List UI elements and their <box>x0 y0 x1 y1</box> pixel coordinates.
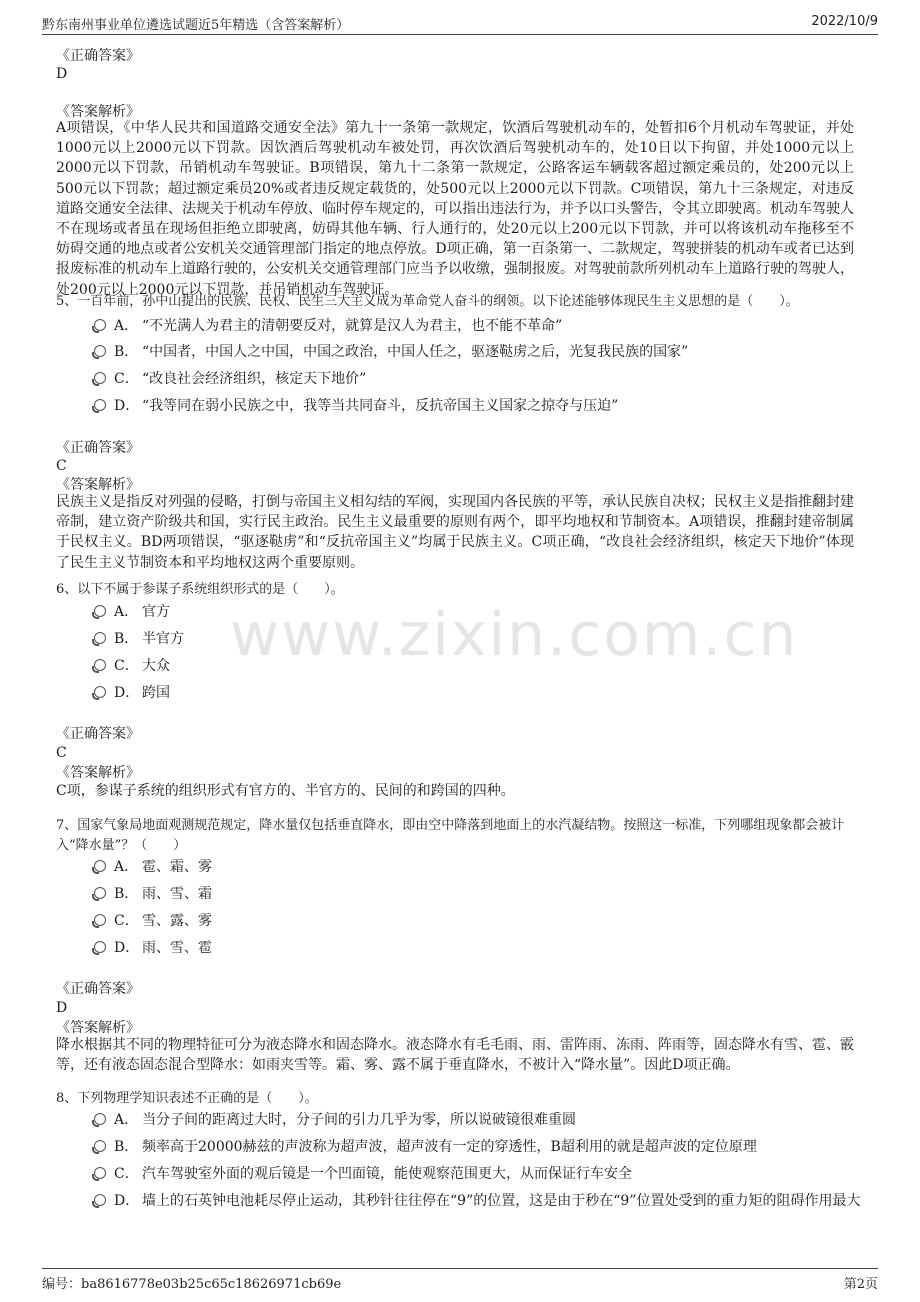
option-c[interactable]: C． 雪、露、雾 <box>94 911 884 932</box>
answer-label: 《正确答案》 <box>56 726 140 742</box>
answer-label: 《正确答案》 <box>56 981 140 997</box>
radio-icon[interactable] <box>94 605 106 617</box>
option-d[interactable]: D． “我等同在弱小民族之中，我等当共同奋斗，反抗帝国主义国家之掠夺与压迫” <box>94 396 884 417</box>
answer-value: C <box>56 458 67 474</box>
question-7: 7、国家气象局地面观测规范规定，降水量仅包括垂直降水，即由空中降落到地面上的水汽凝结物。按照这一标准，下列哪组现象都会被计入“降水量”？（ ） <box>56 818 845 853</box>
analysis-label: 《答案解析》 <box>56 477 140 493</box>
radio-icon[interactable] <box>94 399 106 411</box>
answer-value: D <box>56 66 68 82</box>
option-a[interactable]: A． “不光满人为君主的清朝要反对，就算是汉人为君主，也不能不革命” <box>94 316 884 337</box>
option-d[interactable]: D． 墙上的石英钟电池耗尽停止运动，其秒针往往停在“9”的位置，这是由于秒在“9”位置处受到的重力矩的阻碍作用最大 <box>94 1191 884 1212</box>
analysis-label: 《答案解析》 <box>56 1020 140 1036</box>
radio-icon[interactable] <box>94 319 106 331</box>
watermark: www.zixin.com.cn <box>230 600 799 670</box>
page-header <box>42 12 878 35</box>
question-6: 6、以下不属于参谋子系统组织形式的是（ ）。 <box>56 582 344 597</box>
option-a[interactable]: A． 官方 <box>94 602 884 623</box>
document-code: 编号：ba8616778e03b25c65c18626971cb69e <box>42 1277 342 1292</box>
page-number: 第2页 <box>843 1277 878 1292</box>
question-5: 5、一百年前，孙中山提出的民族、民权、民生三大主义成为革命党人奋斗的纲领。以下论述能够体现民生主义思想的是（ ）。 <box>56 294 799 309</box>
answer-value: C <box>56 745 67 761</box>
question-8: 8、下列物理学知识表述不正确的是（ ）。 <box>56 1091 318 1106</box>
radio-icon[interactable] <box>94 914 106 926</box>
page-footer <box>42 1268 878 1291</box>
option-b[interactable]: B． 频率高于20000赫兹的声波称为超声波，超声波有一定的穿透性，B超利用的就是超声波的定位原理 <box>94 1137 884 1158</box>
answer-value: D <box>56 1000 68 1016</box>
option-a[interactable]: A． 当分子间的距离过大时，分子间的引力几乎为零，所以说破镜很难重圆 <box>94 1110 884 1131</box>
option-b[interactable]: B． 雨、雪、霜 <box>94 884 884 905</box>
option-d[interactable]: D． 跨国 <box>94 683 884 704</box>
radio-icon[interactable] <box>94 860 106 872</box>
analysis-text: 民族主义是指反对列强的侵略，打倒与帝国主义相勾结的军阀，实现国内各民族的平等，承认民族自决权；民权主义是指推翻封建帝制，建立资产阶级共和国，实行民主政治。民生主义最重要的原则有两个，即平均地权和节制资本。A项错误，推翻封建帝制属于民权主义。BD两项错误，“驱逐鞑虏”和“反抗帝国主义”均属于民族主义。C项正确，“改良社会经济组织，核定天下地价”体现了民生主义节制资本和平均地权这两个重要原则。 <box>56 494 854 571</box>
radio-icon[interactable] <box>94 372 106 384</box>
answer-label: 《正确答案》 <box>56 440 140 456</box>
analysis-text: 降水根据其不同的物理特征可分为液态降水和固态降水。液态降水有毛毛雨、雨、雷阵雨、冻雨、阵雨等，固态降水有雪、雹、霰等，还有液态固态混合型降水：如雨夹雪等。霜、雾、露不属于垂直降水，不被计入“降水量”。因此D项正确。 <box>56 1037 854 1074</box>
option-c[interactable]: C． “改良社会经济组织，核定天下地价” <box>94 369 884 390</box>
option-b[interactable]: B． “中国者，中国人之中国，中国之政治，中国人任之，驱逐鞑虏之后，光复我民族的国家” <box>94 342 884 363</box>
radio-icon[interactable] <box>94 632 106 644</box>
radio-icon[interactable] <box>94 1194 106 1206</box>
radio-icon[interactable] <box>94 1113 106 1125</box>
option-c[interactable]: C． 大众 <box>94 656 884 677</box>
radio-icon[interactable] <box>94 1140 106 1152</box>
document-title: 黔东南州事业单位遴选试题近5年精选（含答案解析） <box>42 18 350 33</box>
radio-icon[interactable] <box>94 1167 106 1179</box>
radio-icon[interactable] <box>94 887 106 899</box>
analysis-text: A项错误，《中华人民共和国道路交通安全法》第九十一条第一款规定，饮酒后驾驶机动车的，处暂扣6个月机动车驾驶证，并处1000元以上2000元以下罚款。因饮酒后驾驶机动车被处罚，再次饮酒后驾驶机动车的，处10日以下拘留，并处1000元以上2000元以下罚款，吊销机动车驾驶证。B项错误，第九十二条第一款规定，公路客运车辆载客超过额定乘员的，处200元以上500元以下罚款；超过额定乘员20%或者违反规定载货的，处500元以上2000元以下罚款。C项错误，第九十三条规定，对违反道路交通安全法律、法规关于机动车停放、临时停车规定的，可以指出违法行为，并予以口头警告，令其立即驶离。机动车驾驶人不在现场或者虽在现场但拒绝立即驶离，妨碍其他车辆、行人通行的，处20元以上200元以下罚款，并可以将该机动车拖移至不妨碍交通的地点或者公安机关交通管理部门指定的地点停放。D项正确，第一百条第一、二款规定，驾驶拼装的机动车或者已达到报废标准的机动车上道路行驶的，公安机关交通管理部门应当予以收缴，强制报废。对驾驶前款所列机动车上道路行驶的驾驶人，处200元以上2000元以下罚款，并吊销机动车驾驶证。 <box>56 120 854 298</box>
option-c[interactable]: C． 汽车驾驶室外面的观后镜是一个凹面镜，能使观察范围更大，从而保证行车安全 <box>94 1164 884 1185</box>
option-d[interactable]: D． 雨、雪、雹 <box>94 938 884 959</box>
radio-icon[interactable] <box>94 941 106 953</box>
document-date: 2022/10/9 <box>811 14 878 29</box>
radio-icon[interactable] <box>94 345 106 357</box>
analysis-label: 《答案解析》 <box>56 765 140 781</box>
answer-label: 《正确答案》 <box>56 48 140 64</box>
option-b[interactable]: B． 半官方 <box>94 629 884 650</box>
radio-icon[interactable] <box>94 659 106 671</box>
analysis-text: C项，参谋子系统的组织形式有官方的、半官方的、民间的和跨国的四种。 <box>56 783 515 799</box>
radio-icon[interactable] <box>94 686 106 698</box>
analysis-label: 《答案解析》 <box>56 104 140 120</box>
option-a[interactable]: A． 雹、霜、雾 <box>94 857 884 878</box>
